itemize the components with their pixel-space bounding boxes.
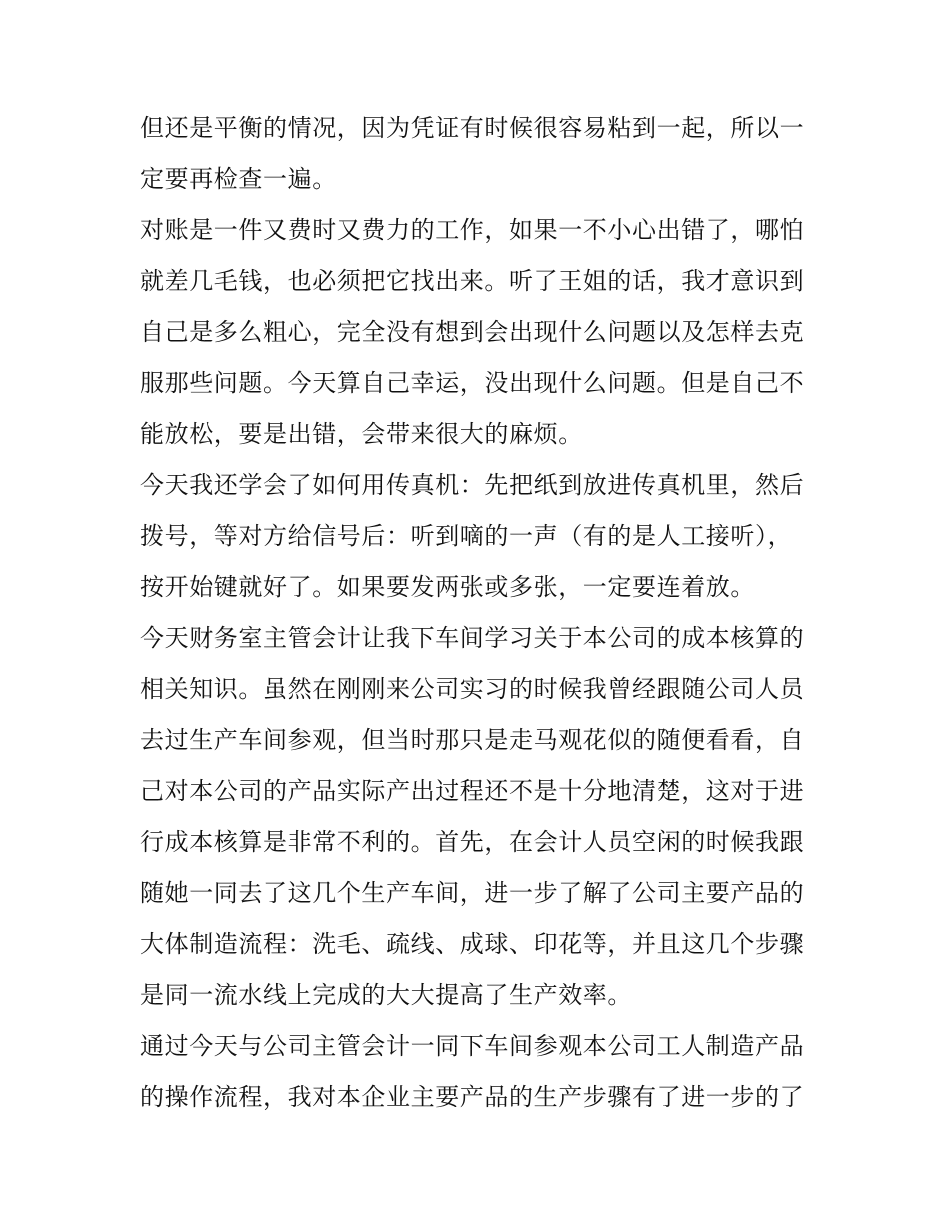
text-line: 能放松，要是出错，会带来很大的麻烦。 (140, 420, 583, 448)
text-line: 但还是平衡的情况，因为凭证有时候很容易粘到一起，所以一 (140, 114, 805, 142)
text-line: 是同一流水线上完成的大大提高了生产效率。 (140, 981, 632, 1009)
text-line: 相关知识。虽然在刚刚来公司实习的时候我曾经跟随公司人员 (140, 675, 805, 703)
document-body (140, 103, 812, 1123)
text-line: 对账是一件又费时又费力的工作，如果一不小心出错了，哪怕 (140, 216, 805, 244)
text-line: 今天我还学会了如何用传真机：先把纸到放进传真机里，然后 (140, 471, 805, 499)
paragraph-3 (140, 460, 812, 613)
text-line: 的操作流程，我对本企业主要产品的生产步骤有了进一步的了 (140, 1083, 805, 1111)
text-line: 大体制造流程：洗毛、疏线、成球、印花等，并且这几个步骤 (140, 930, 805, 958)
paragraph-1 (140, 103, 812, 205)
text-line: 定要再检查一遍。 (140, 165, 337, 193)
text-line: 己对本公司的产品实际产出过程还不是十分地清楚，这对于进 (140, 777, 805, 805)
text-line: 自己是多么粗心，完全没有想到会出现什么问题以及怎样去克 (140, 318, 805, 346)
text-line: 通过今天与公司主管会计一同下车间参观本公司工人制造产品 (140, 1032, 805, 1060)
text-line: 服那些问题。今天算自己幸运，没出现什么问题。但是自己不 (140, 369, 805, 397)
paragraph-5 (140, 1021, 812, 1123)
text-line: 行成本核算是非常不利的。首先，在会计人员空闲的时候我跟 (140, 828, 805, 856)
text-line: 今天财务室主管会计让我下车间学习关于本公司的成本核算的 (140, 624, 805, 652)
text-line: 去过生产车间参观，但当时那只是走马观花似的随便看看，自 (140, 726, 805, 754)
paragraph-2 (140, 205, 812, 460)
text-line: 按开始键就好了。如果要发两张或多张，一定要连着放。 (140, 573, 755, 601)
text-line: 随她一同去了这几个生产车间，进一步了解了公司主要产品的 (140, 879, 805, 907)
paragraph-4 (140, 613, 812, 1021)
text-line: 拨号，等对方给信号后：听到嘀的一声（有的是人工接听）， (140, 522, 793, 550)
text-line: 就差几毛钱，也必须把它找出来。听了王姐的话，我才意识到 (140, 267, 805, 295)
